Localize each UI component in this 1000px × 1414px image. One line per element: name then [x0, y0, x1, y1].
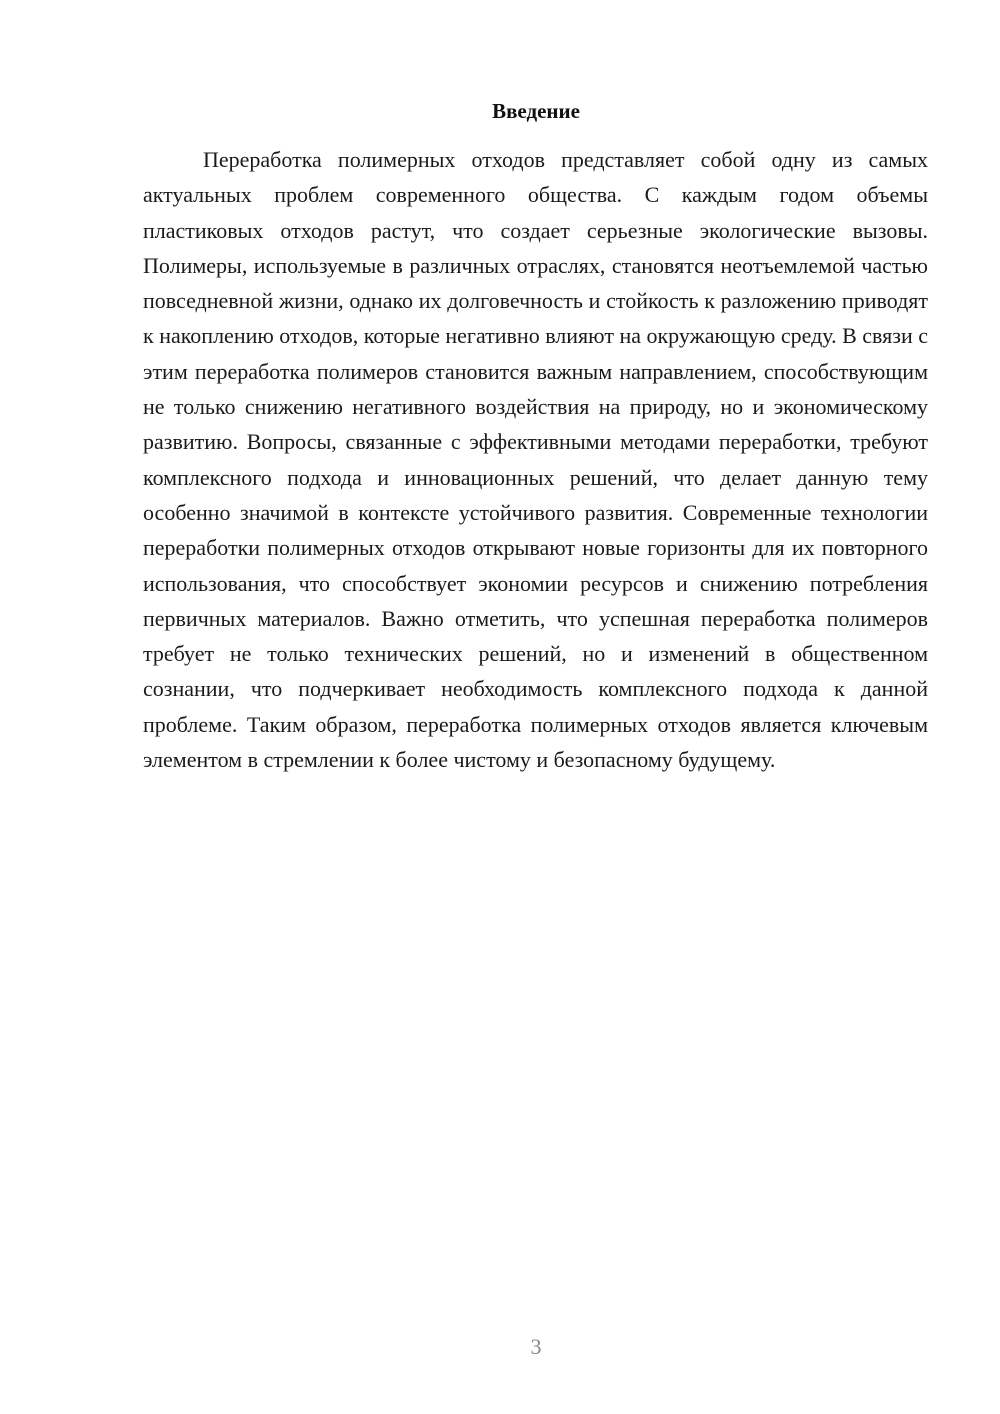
page-number: 3	[530, 1334, 542, 1359]
section-heading: Введение	[492, 99, 580, 123]
body-paragraph: Переработка полимерных отходов представляет собой одну из самых актуальных проблем современного общества. С каждым годом объемы пластиковых отходов растут, что создает серьезные экологические вызовы. Полимеры, используемые в различных отраслях, становятся неотъемлемой частью повседневной жизни, однако их долговечность и стойкость к разложению приводят к накоплению отходов, которые негативно влияют на окружающую среду. В связи с этим переработка полимеров становится важным направлением, способствующим не только снижению негативного воздействия на природу, но и экономическому развитию. Вопросы, связанные с эффективными методами переработки, требуют комплексного подхода и инновационных решений, что делает данную тему особенно значимой в контексте устойчивого развития. Современные технологии переработки полимерных отходов открывают новые горизонты для их повторного использования, что способствует экономии ресурсов и снижению потребления первичных материалов. Важно отметить, что успешная переработка полимеров требует не только технических решений, но и изменений в общественном сознании, что подчеркивает необходимость комплексного подхода к данной проблеме. Таким образом, переработка полимерных отходов является ключевым элементом в стремлении к более чистому и безопасному будущему.	[143, 147, 928, 773]
